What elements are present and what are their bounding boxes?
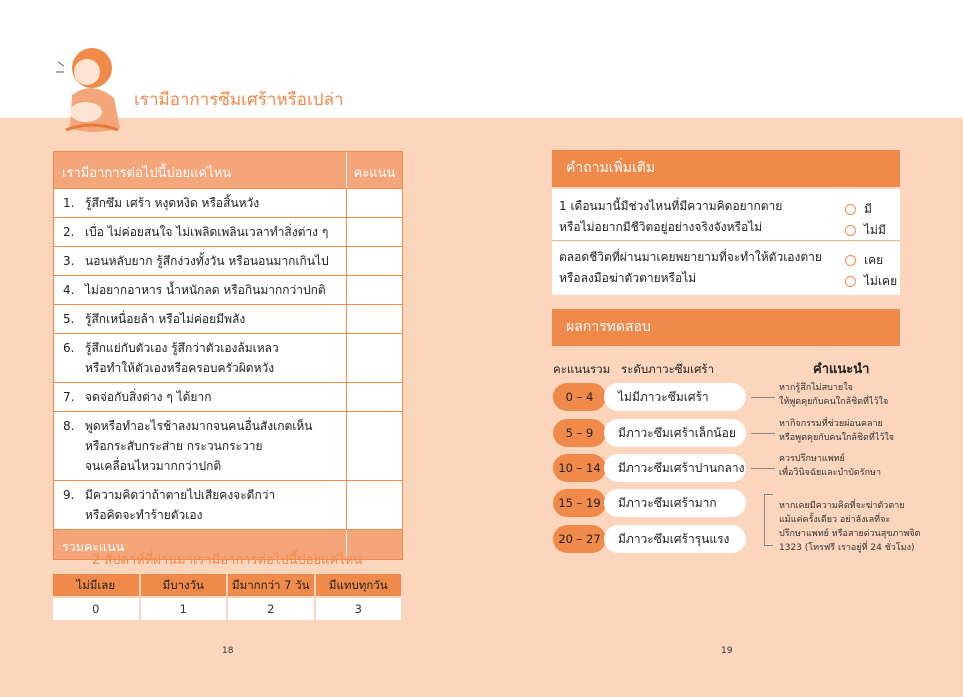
score-range-pill: 10 – 14 — [553, 454, 606, 482]
table-row — [54, 333, 402, 382]
total-label: รวมคะแนน — [62, 539, 125, 554]
table-row — [54, 275, 402, 304]
score-cell[interactable] — [346, 481, 402, 529]
freq-header: มีบางวัน — [141, 574, 227, 596]
score-range-pill: 20 – 27 — [553, 525, 606, 553]
connector-line — [751, 468, 775, 469]
score-column-label: คะแนนรวม — [553, 362, 611, 376]
question-number: 9. — [63, 488, 75, 502]
extra-question-1: 1 เดือนมานี้มีช่วงไหนที่มีความคิดอยากตาย หรือไม่อยากมีชีวิตอยู่อย่างจริงจังหรือไม่ — [559, 199, 783, 234]
table-row — [54, 411, 402, 480]
question-column-header: เรามีอาการต่อไปนี้บ่อยแค่ไหน — [62, 166, 232, 181]
table-row — [54, 217, 402, 246]
question-number: 7. — [63, 390, 75, 404]
radio-circle-icon[interactable] — [845, 225, 856, 236]
question-text: 8. พูดหรือทำอะไรช้าลงมากจนคนอื่นสังเกตเห็น หรือกระสับกระส่าย กระวนกระวาย จนเคลื่อนไหวมากกว่าปกติ — [54, 412, 346, 480]
option-ever[interactable]: เคย — [845, 250, 883, 271]
page-number-left: 18 — [222, 646, 234, 656]
level-pill: มีภาวะซึมเศร้ามาก — [604, 489, 746, 517]
extra-question-2: ตลอดชีวิตที่ผ่านมาเคยพยายามที่จะทำให้ตัวเองตาย หรือลงมือฆ่าตัวตายหรือไม่ — [559, 250, 822, 285]
freq-value: 1 — [141, 598, 227, 620]
table-row — [54, 188, 402, 217]
advice-text: หากรู้สึกไม่สบายใจ ให้พูดคุยกับคนใกล้ชิดที่ไว้ใจ — [779, 383, 889, 407]
question-number: 8. — [63, 419, 75, 433]
table-row — [54, 480, 402, 529]
freq-value: 3 — [316, 598, 402, 620]
advice-text: หากิจกรรมที่ช่วยผ่อนคลาย หรือพูดคุยกับคนใกล้ชิดที่ไว้ใจ — [779, 419, 895, 443]
divider — [552, 240, 900, 241]
question-text: 1. รู้สึกซึม เศร้า หงุดหงิด หรือสิ้นหวัง — [54, 189, 346, 217]
question-text: 2. เบื่อ ไม่ค่อยสนใจ ไม่เพลิดเพลินเวลาทำสิ่งต่าง ๆ — [54, 218, 346, 246]
score-range-pill: 5 – 9 — [553, 419, 606, 447]
score-cell[interactable] — [346, 218, 402, 246]
level-pill: มีภาวะซึมเศร้ารุนแรง — [604, 525, 746, 553]
score-range-pill: 15 – 19 — [553, 489, 606, 517]
frequency-title: 2 สัปดาห์ที่ผ่านมาเรามีอาการต่อไปนี้บ่อยแค่ไหน — [91, 553, 363, 568]
freq-header: มีแทบทุกวัน — [316, 574, 402, 596]
score-cell[interactable] — [346, 383, 402, 411]
score-range-pill: 0 – 4 — [553, 383, 606, 411]
page-title: เรามีอาการซึมเศร้าหรือเปล่า — [134, 90, 344, 110]
question-number: 2. — [63, 225, 75, 239]
advice-text: ควรปรึกษาแพทย์ เพื่อวินิจฉัยและบำบัดรักษา — [779, 454, 882, 478]
sad-girl-illustration — [52, 40, 132, 135]
question-text: 9. มีความคิดว่าถ้าตายไปเสียคงจะดีกว่า หรือคิดจะทำร้ายตัวเอง — [54, 481, 346, 529]
results-header: ผลการทดสอบ — [552, 309, 900, 346]
score-cell[interactable] — [346, 247, 402, 275]
question-number: 4. — [63, 283, 75, 297]
question-text: 5. รู้สึกเหนื่อยล้า หรือไม่ค่อยมีพลัง — [54, 305, 346, 333]
question-text: 6. รู้สึกแย่กับตัวเอง รู้สึกว่าตัวเองล้มเหลว หรือทำให้ตัวเองหรือครอบครัวผิดหวัง — [54, 334, 346, 382]
option-no[interactable]: ไม่มี — [845, 220, 886, 241]
advice-text: หากเคยมีความคิดที่จะฆ่าตัวตาย แม้แค่ครั้งเดียว อย่าลังเลที่จะ ปรึกษาแพทย์ หรือสายด่วนสุขภาพจิต 1323 (โทรฟรี เราอยู่ที่ 24 ชั่วโมง) — [779, 501, 921, 553]
connector-line — [751, 397, 775, 398]
table-header — [54, 152, 402, 188]
score-cell[interactable] — [346, 276, 402, 304]
score-cell[interactable] — [346, 334, 402, 382]
score-cell[interactable] — [346, 412, 402, 480]
connector-line — [751, 433, 775, 434]
radio-circle-icon[interactable] — [845, 255, 856, 266]
symptom-table — [53, 151, 403, 560]
table-row — [54, 304, 402, 333]
radio-circle-icon[interactable] — [845, 204, 856, 215]
question-text: 3. นอนหลับยาก รู้สึกง่วงทั้งวัน หรือนอนมากเกินไป — [54, 247, 346, 275]
level-column-label: ระดับภาวะซึมเศร้า — [621, 362, 715, 376]
freq-header: ไม่มีเลย — [53, 574, 139, 596]
freq-value: 2 — [228, 598, 314, 620]
question-number: 5. — [63, 312, 75, 326]
score-column-header: คะแนน — [346, 152, 402, 188]
level-pill: มีภาวะซึมเศร้าเล็กน้อย — [604, 419, 746, 447]
frequency-table — [53, 574, 401, 620]
radio-circle-icon[interactable] — [845, 276, 856, 287]
extra-questions-box — [552, 189, 900, 295]
level-pill: ไม่มีภาวะซึมเศร้า — [604, 383, 746, 411]
option-never[interactable]: ไม่เคย — [845, 271, 897, 292]
score-cell[interactable] — [346, 189, 402, 217]
advice-column-label: คำแนะนำ — [813, 362, 870, 377]
question-number: 6. — [63, 341, 75, 355]
page-number-right: 19 — [721, 646, 733, 656]
score-cell[interactable] — [346, 305, 402, 333]
extra-questions-header: คำถามเพิ่มเติม — [552, 150, 900, 187]
table-row — [54, 382, 402, 411]
table-row — [54, 246, 402, 275]
question-number: 3. — [63, 254, 75, 268]
question-text: 4. ไม่อยากอาหาร น้ำหนักลด หรือกินมากกว่าปกติ — [54, 276, 346, 304]
level-pill: มีภาวะซึมเศร้าปานกลาง — [604, 454, 746, 482]
option-yes[interactable]: มี — [845, 199, 872, 220]
freq-header: มีมากกว่า 7 วัน — [228, 574, 314, 596]
bracket-line — [764, 494, 773, 546]
question-text: 7. จดจ่อกับสิ่งต่าง ๆ ได้ยาก — [54, 383, 346, 411]
freq-value: 0 — [53, 598, 139, 620]
question-number: 1. — [63, 196, 75, 210]
